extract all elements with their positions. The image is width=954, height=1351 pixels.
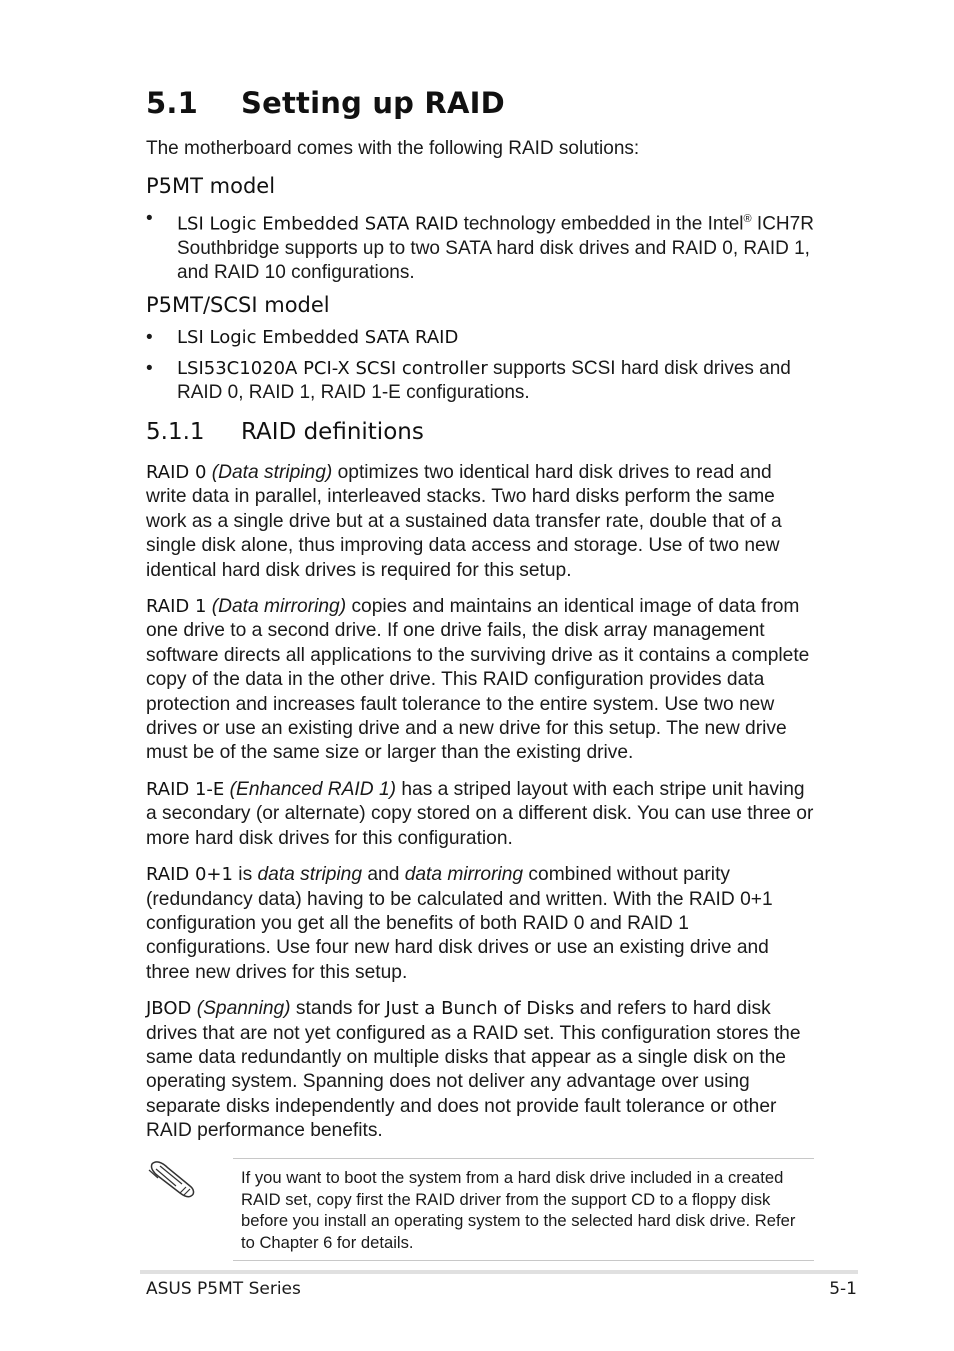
hand-pencil-icon (146, 1154, 198, 1200)
intro-text: The motherboard comes with the following RAID solutions: (146, 138, 640, 159)
raid-solution-text: supports SCSI hard disk drives and RAID 0, RAID 1, RAID 1-E configurations. (177, 357, 791, 403)
section-heading (146, 86, 505, 120)
definition-term: JBOD (146, 998, 192, 1020)
section-title: Setting up RAID (241, 86, 505, 120)
definition-emphasis: data striping (257, 864, 363, 886)
definition-emphasis: data mirroring (404, 864, 524, 886)
definition-alias: (Enhanced RAID 1) (224, 778, 397, 800)
footer-title: ASUS P5MT Series (146, 1279, 301, 1299)
note-box (233, 1158, 814, 1261)
subsection-heading (146, 419, 424, 445)
list-item (146, 326, 816, 351)
definition-raid1e (146, 778, 816, 851)
definition-text: has a striped layout with each stripe unit having a secondary (or alternate) copy stored on a different disk. You can use three or more hard disk drives for this configuration. (146, 778, 814, 849)
raid-solution-term: LSI Logic Embedded SATA RAID (177, 327, 459, 348)
note-text: If you want to boot the system from a hard disk drive included in a created RAID set, copy first the RAID driver from the support CD to a floppy disk before you install an operating system to the selected hard disk drive. Refer to Chapter 6 for details. (241, 1168, 796, 1253)
p5mt-scsi-raid-list (146, 326, 816, 406)
definition-text: stands for (290, 998, 386, 1020)
model-heading-p5mt: P5MT model (146, 174, 276, 198)
page-number: 5-1 (829, 1279, 857, 1299)
definition-alias: (Data striping) (206, 462, 333, 483)
subsection-number: 5.1.1 (146, 419, 205, 445)
raid-solution-text: ICH7R Southbridge supports up to two SATA hard disk drives and RAID 0, RAID 1, and RAID 10 configurations. (177, 213, 814, 284)
definition-text: is (232, 864, 258, 886)
footer-rule (140, 1270, 858, 1274)
registered-mark: ® (743, 213, 752, 225)
definition-raid1 (146, 595, 816, 766)
definition-term: RAID 1 (146, 596, 207, 618)
definition-alias: (Spanning) (191, 998, 291, 1020)
definition-text: copies and maintains an identical image of data from one drive to a second drive. If one drive fails, the disk array management software directs all applications to the surviving drive as it contains a complete copy of the data in the other drive. This RAID configuration provides data protection and increases fault tolerance to the entire system. Use two new drives or use an existing drive and a new drive for this setup. The new drive must be of the same size or larger than the existing drive. (146, 596, 810, 764)
bullet: • (146, 327, 153, 348)
bullet: • (146, 357, 153, 379)
definition-raid0 (146, 461, 816, 583)
definition-term: RAID 1-E (146, 778, 225, 800)
definition-term: Just a Bunch of Disks (385, 998, 575, 1020)
p5mt-raid-list (146, 207, 816, 286)
definition-text: combined without parity (redundancy data) having to be calculated and written. With the RAID 0+1 configuration you get all the benefits of both RAID 0 and RAID 1 configurations. Use four new hard disk drives or use an existing drive and three new drives for this setup. (146, 864, 773, 983)
model-heading-p5mt-scsi: P5MT/SCSI model (146, 293, 330, 317)
raid-solution-text: technology embedded in the Intel (458, 213, 744, 235)
bullet: • (146, 208, 153, 229)
definition-text: and (362, 864, 405, 886)
definition-text: optimizes two identical hard disk drives to read and write data in parallel, interleaved stacks. Two hard disks perform the same work as a single drive but at a sustained data transfer rate, double that of a single disk alone, thus improving data access and storage. Use of two new identical hard disk drives is required for this setup. (146, 462, 782, 581)
section-number: 5.1 (146, 86, 198, 120)
list-item (146, 357, 816, 406)
definition-jbod (146, 997, 816, 1143)
subsection-title: RAID definitions (241, 419, 424, 445)
raid-solution-term: LSI Logic Embedded SATA RAID (177, 213, 459, 235)
definition-term: RAID 0+1 (146, 864, 233, 886)
definition-text: and refers to hard disk drives that are not yet configured as a RAID set. This configuration stores the same data redundantly on multiple disks that appear as a single disk on the operating system. Spanning does not deliver any advantage over using separate disks independently and does not provide fault tolerance or other RAID performance benefits. (146, 998, 801, 1142)
raid-definitions (146, 461, 816, 1156)
definition-term: RAID 0 (146, 462, 207, 483)
definition-alias: (Data mirroring) (206, 596, 347, 618)
definition-raid01 (146, 863, 816, 985)
raid-solution-term: LSI53C1020A PCI-X SCSI controller (177, 357, 488, 379)
list-item (146, 207, 816, 286)
